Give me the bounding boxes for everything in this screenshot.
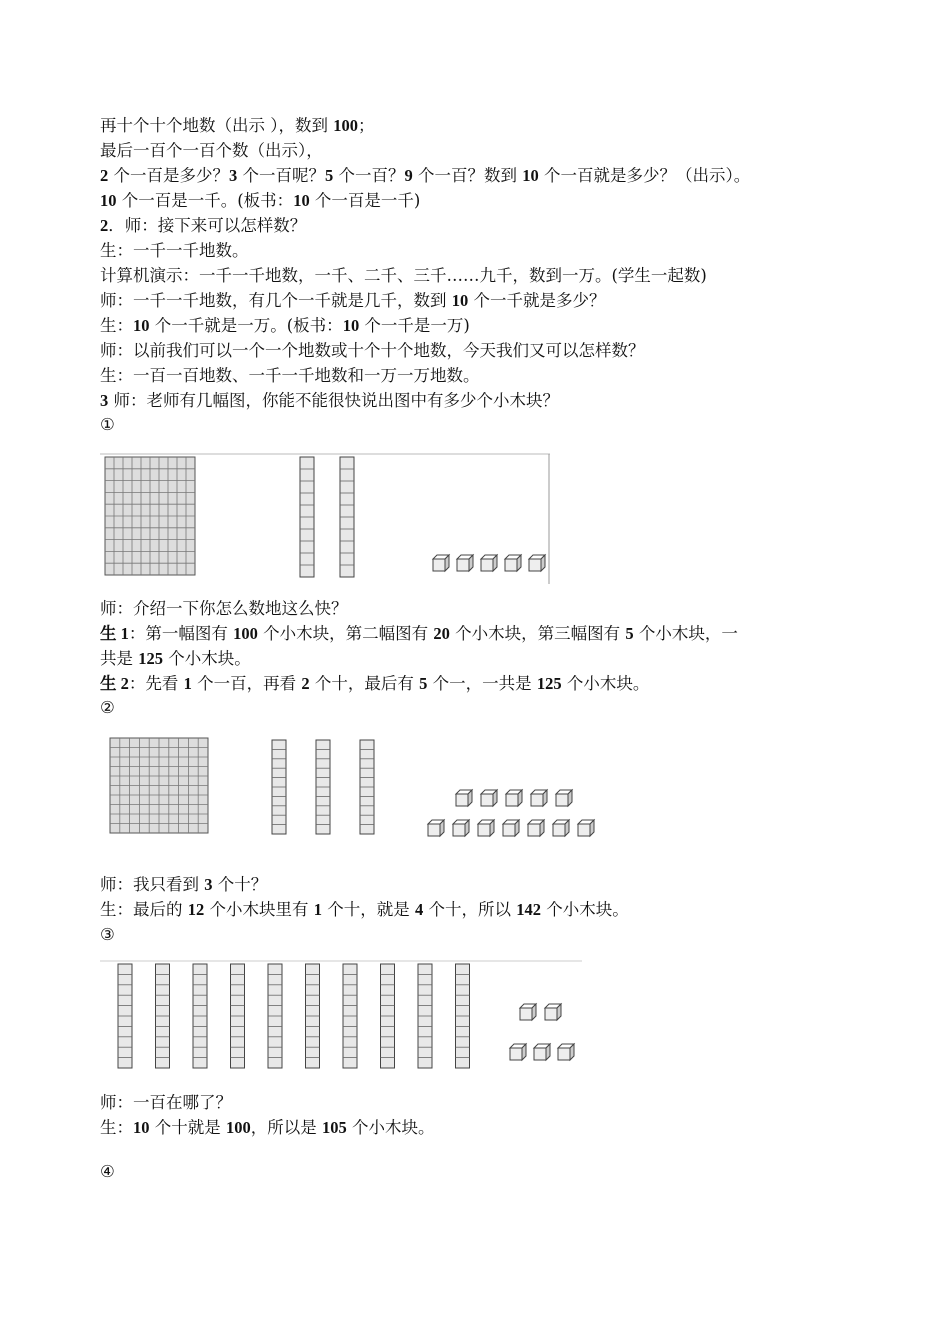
bold-text: 3 [100,391,109,410]
text: 个一百是一千) [309,191,421,210]
text: 生： [100,1118,133,1137]
bold-text: 1 [313,900,322,919]
unit-cube [531,790,547,806]
text: 生：一百一百地数、一千一千地数和一万一万地数。 [100,366,480,385]
text: 最后一百个一百个数（出示）， [100,141,323,160]
text: 个小木块。 [163,649,251,668]
bold-text: 1 [183,674,192,693]
text: 再十个十个地数（出示 ），数到 [100,116,334,135]
unit-cube [478,820,494,836]
text: ：第一幅图有 [128,624,234,643]
text-line [100,899,629,921]
text: 个小木块，第二幅图有 [257,624,434,643]
figure-2-blocks [100,734,610,848]
ten-rod [456,964,470,1068]
text: 个一千就是一万。(板书： [149,316,343,335]
bold-text: 20 [433,624,450,643]
text-line [100,598,348,620]
text: 个十，就是 [322,900,415,919]
unit-cube [456,790,472,806]
bold-text: 10 [522,166,539,185]
unit-cube [505,555,521,571]
text: ； [358,116,375,135]
ten-rod [268,964,282,1068]
bold-text: 3 [204,875,213,894]
text-line [100,365,480,387]
bold-text: 2 [100,216,109,235]
text: 个一千是一万) [359,316,470,335]
unit-cube [433,555,449,571]
bold-text: 2 [100,166,109,185]
bold-text: 10 [133,1118,150,1137]
bold-text: 125 [138,649,163,668]
text-line [100,215,306,237]
text-line [100,648,251,670]
ten-rod [340,457,354,577]
text: 个小木块里有 [204,900,314,919]
ten-rod [156,964,170,1068]
bold-text: 生 2 [100,674,129,693]
text-line [100,240,249,262]
unit-cube [520,1004,536,1020]
bold-text: 5 [625,624,634,643]
ten-rod [360,740,374,834]
unit-cube [558,1044,574,1060]
unit-cube [529,555,545,571]
bold-text: 3 [229,166,238,185]
ten-rod [193,964,207,1068]
text: 个一百呢？ [237,166,325,185]
text-line [100,315,470,337]
text: 个一百就是多少？（出示）。 [538,166,751,185]
text: 生： [100,316,133,335]
bold-text: 100 [333,116,358,135]
unit-cube [545,1004,561,1020]
unit-cube [556,790,572,806]
text: 计算机演示：一千一千地数，一千、二千、三千……九千，数到一万。(学生一起数) [100,266,707,285]
text: ：先看 [128,674,184,693]
text: 个一千就是多少？ [468,291,606,310]
hundred-flat [110,738,208,833]
text: ④ [100,1162,115,1181]
text: ③ [100,925,115,944]
text: 个小木块。 [346,1118,435,1137]
text: 个小木块，第三幅图有 [449,624,626,643]
unit-cube [553,820,569,836]
unit-cube [578,820,594,836]
text-line [100,924,115,946]
unit-cube [528,820,544,836]
text-line [100,697,115,719]
unit-cube [481,790,497,806]
bold-text: 100 [233,624,258,643]
text: 个一，一共是 [427,674,537,693]
text-line [100,165,750,187]
text-line [100,1161,115,1183]
text: 个一百，再看 [191,674,302,693]
ten-rod [272,740,286,834]
text: 共是 [100,649,139,668]
figure-3-blocks [100,958,585,1082]
text: 师：一百在哪了？ [100,1093,232,1112]
bold-text: 2 [301,674,310,693]
bold-text: 105 [322,1118,347,1137]
text: 师：我只看到 [100,875,205,894]
text: 个一百是多少？ [108,166,229,185]
text: 个小木块，一 [633,624,738,643]
text: 个十，所以 [423,900,517,919]
unit-cube [453,820,469,836]
bold-text: 10 [133,316,150,335]
bold-text: 142 [516,900,541,919]
unit-cube [503,820,519,836]
text: 生：最后的 [100,900,188,919]
text-line [100,340,645,362]
bold-text: 100 [226,1118,251,1137]
text: 个十就是 [149,1118,226,1137]
text-line [100,290,606,312]
text: 师：一千一千地数，有几个一千就是几千，数到 [100,291,452,310]
ten-rod [316,740,330,834]
text-line [100,115,375,137]
bold-text: 9 [404,166,413,185]
text: 个小木块。 [561,674,650,693]
text: 个一百是一千。(板书： [116,191,294,210]
text: ，所以是 [250,1118,322,1137]
unit-cube [510,1044,526,1060]
bold-text: 12 [187,900,205,919]
text: 生：一千一千地数。 [100,241,249,260]
text: 个小木块。 [541,900,629,919]
text: 个一百？ [333,166,405,185]
bold-text: 生 1 [100,624,129,643]
text-line [100,414,115,436]
text-line [100,623,738,645]
ten-rod [418,964,432,1068]
unit-cube [457,555,473,571]
bold-text: 10 [451,291,469,310]
text: 个十，最后有 [309,674,420,693]
text: 个一百？数到 [412,166,523,185]
unit-cube [534,1044,550,1060]
text: ② [100,698,115,717]
bold-text: 10 [342,316,360,335]
text-line [100,1117,435,1139]
bold-text: 5 [325,166,334,185]
bold-text: 5 [419,674,428,693]
bold-text: 10 [293,191,310,210]
unit-cube [506,790,522,806]
hundred-flat [105,457,195,575]
text: ．师：接下来可以怎样数？ [108,216,307,235]
text: 师：以前我们可以一个一个地数或十个十个地数，今天我们又可以怎样数？ [100,341,645,360]
text-line [100,390,559,412]
text-line [100,265,707,287]
ten-rod [343,964,357,1068]
text: ① [100,415,115,434]
text-line [100,140,323,162]
text-line [100,190,420,212]
text: 个十？ [212,875,268,894]
text: 师：介绍一下你怎么数地这么快？ [100,599,348,618]
ten-rod [381,964,395,1068]
text: 师：老师有几幅图，你能不能很快说出图中有多少个小木块？ [108,391,559,410]
unit-cube [481,555,497,571]
figure-1-blocks [100,449,552,593]
text-line [100,1092,232,1114]
bold-text: 4 [415,900,424,919]
text-line [100,673,649,695]
ten-rod [118,964,132,1068]
ten-rod [306,964,320,1068]
bold-text: 10 [100,191,117,210]
unit-cube [428,820,444,836]
text-line [100,874,267,896]
ten-rod [300,457,314,577]
bold-text: 125 [536,674,562,693]
ten-rod [231,964,245,1068]
